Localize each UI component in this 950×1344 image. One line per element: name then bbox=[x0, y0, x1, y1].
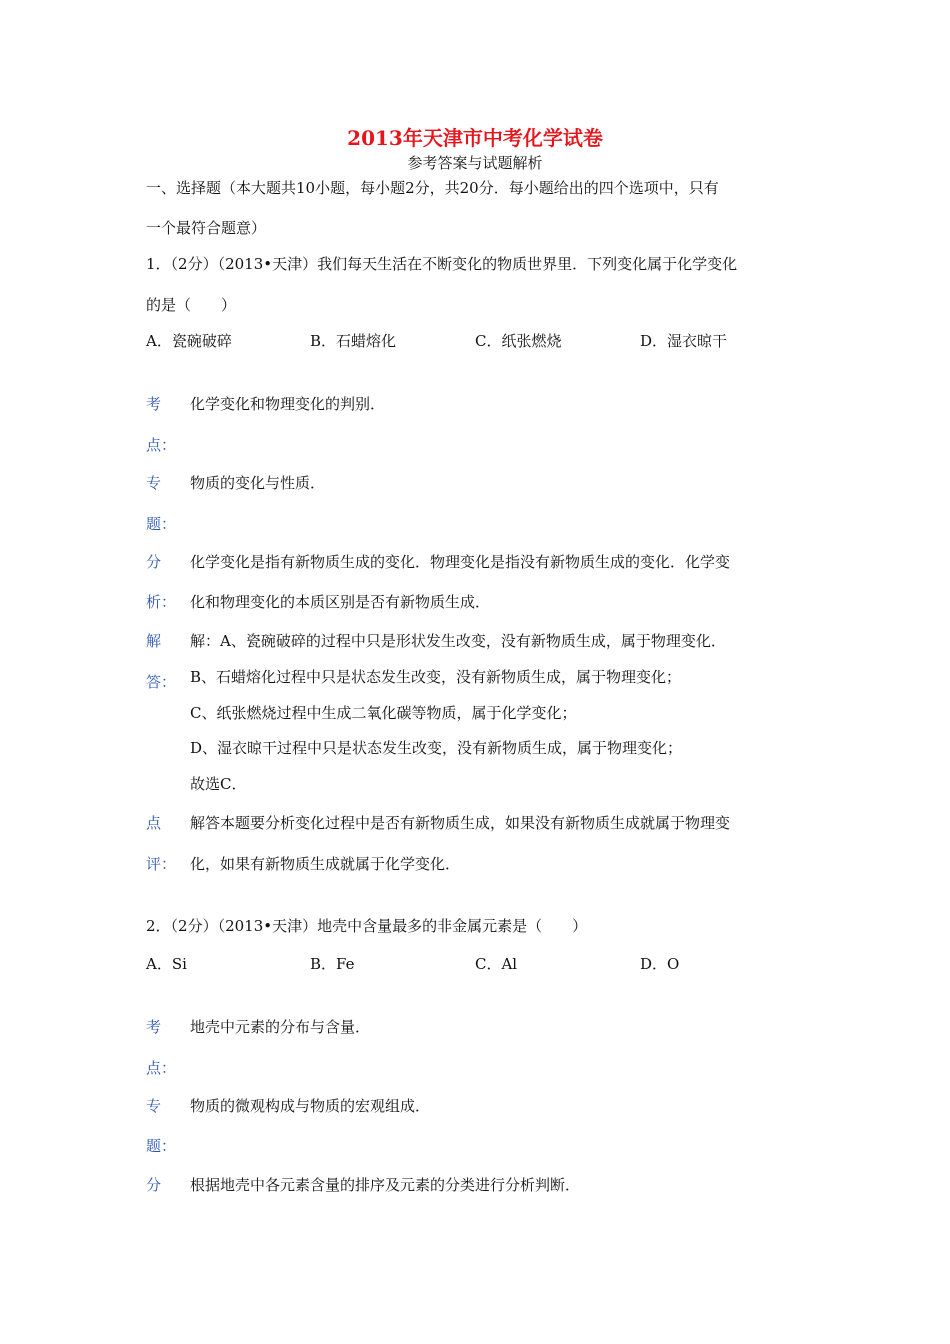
q1-jieda-line5: 故选C． bbox=[190, 775, 247, 793]
q1-fenxi-line2: 化和物理变化的本质区别是否有新物质生成． bbox=[190, 593, 491, 611]
q2-zhuanti-label: 专 bbox=[146, 1097, 162, 1115]
q1-kaodian-label-2: 点： bbox=[146, 436, 177, 454]
q1-jieda-line3: C、纸张燃烧过程中生成二氧化碳等物质，属于化学变化； bbox=[190, 704, 577, 722]
q1-option-b: B．石蜡熔化 bbox=[310, 332, 397, 350]
q1-fenxi-label: 分 bbox=[146, 553, 162, 571]
q1-dianping-label: 点 bbox=[146, 814, 162, 832]
q2-option-d: D．O bbox=[640, 955, 680, 973]
q2-option-c: C．Al bbox=[475, 955, 518, 973]
q2-kaodian-label-2: 点： bbox=[146, 1059, 177, 1077]
q1-fenxi-line1: 化学变化是指有新物质生成的变化．物理变化是指没有新物质生成的变化．化学变 bbox=[190, 553, 731, 571]
page-subtitle: 参考答案与试题解析 bbox=[407, 154, 543, 172]
q1-option-d: D．湿衣晾干 bbox=[640, 332, 728, 350]
q1-dianping-label-2: 评： bbox=[146, 855, 177, 873]
q1-dianping-line2: 化，如果有新物质生成就属于化学变化． bbox=[190, 855, 461, 873]
q2-fenxi-label: 分 bbox=[146, 1176, 162, 1194]
q2-kaodian-label: 考 bbox=[146, 1018, 162, 1036]
q1-jieda-line1: 解：A、瓷碗破碎的过程中只是形状发生改变，没有新物质生成，属于物理变化． bbox=[190, 632, 726, 650]
q1-jieda-label: 解 bbox=[146, 632, 162, 650]
q1-stem-line1: 1．（2分）（2013•天津）我们每天生活在不断变化的物质世界里．下列变化属于化学变化 bbox=[146, 255, 738, 273]
q1-dianping-line1: 解答本题要分析变化过程中是否有新物质生成，如果没有新物质生成就属于物理变 bbox=[190, 814, 731, 832]
q1-jieda-line2: B、石蜡熔化过程中只是状态发生改变，没有新物质生成，属于物理变化； bbox=[190, 668, 682, 686]
q1-option-a: A．瓷碗破碎 bbox=[146, 332, 232, 350]
section-heading-line2: 一个最符合题意） bbox=[146, 219, 267, 237]
q2-kaodian-text: 地壳中元素的分布与含量． bbox=[190, 1018, 371, 1036]
q2-zhuanti-text: 物质的微观构成与物质的宏观组成． bbox=[190, 1097, 431, 1115]
q1-kaodian-text: 化学变化和物理变化的判别． bbox=[190, 395, 386, 413]
q1-jieda-label-2: 答： bbox=[146, 673, 177, 691]
q1-zhuanti-label: 专 bbox=[146, 474, 162, 492]
page-title: 2013年天津市中考化学试卷 bbox=[347, 126, 603, 150]
q1-option-c: C．纸张燃烧 bbox=[475, 332, 562, 350]
q2-stem: 2．（2分）（2013•天津）地壳中含量最多的非金属元素是（ ） bbox=[146, 917, 588, 935]
section-heading-line1: 一、选择题（本大题共10小题，每小题2分，共20分．每小题给出的四个选项中，只有 bbox=[146, 179, 719, 197]
q1-zhuanti-text: 物质的变化与性质． bbox=[190, 474, 326, 492]
q2-option-b: B．Fe bbox=[310, 955, 355, 973]
q1-kaodian-label: 考 bbox=[146, 395, 162, 413]
q2-fenxi-text: 根据地壳中各元素含量的排序及元素的分类进行分析判断． bbox=[190, 1176, 581, 1194]
q1-zhuanti-label-2: 题： bbox=[146, 515, 177, 533]
q2-option-a: A．Si bbox=[146, 955, 187, 973]
q1-jieda-line4: D、湿衣晾干过程中只是状态发生改变，没有新物质生成，属于物理变化； bbox=[190, 739, 683, 757]
q1-stem-line2: 的是（ ） bbox=[146, 296, 237, 314]
q1-fenxi-label-2: 析： bbox=[146, 593, 177, 611]
q2-zhuanti-label-2: 题： bbox=[146, 1137, 177, 1155]
